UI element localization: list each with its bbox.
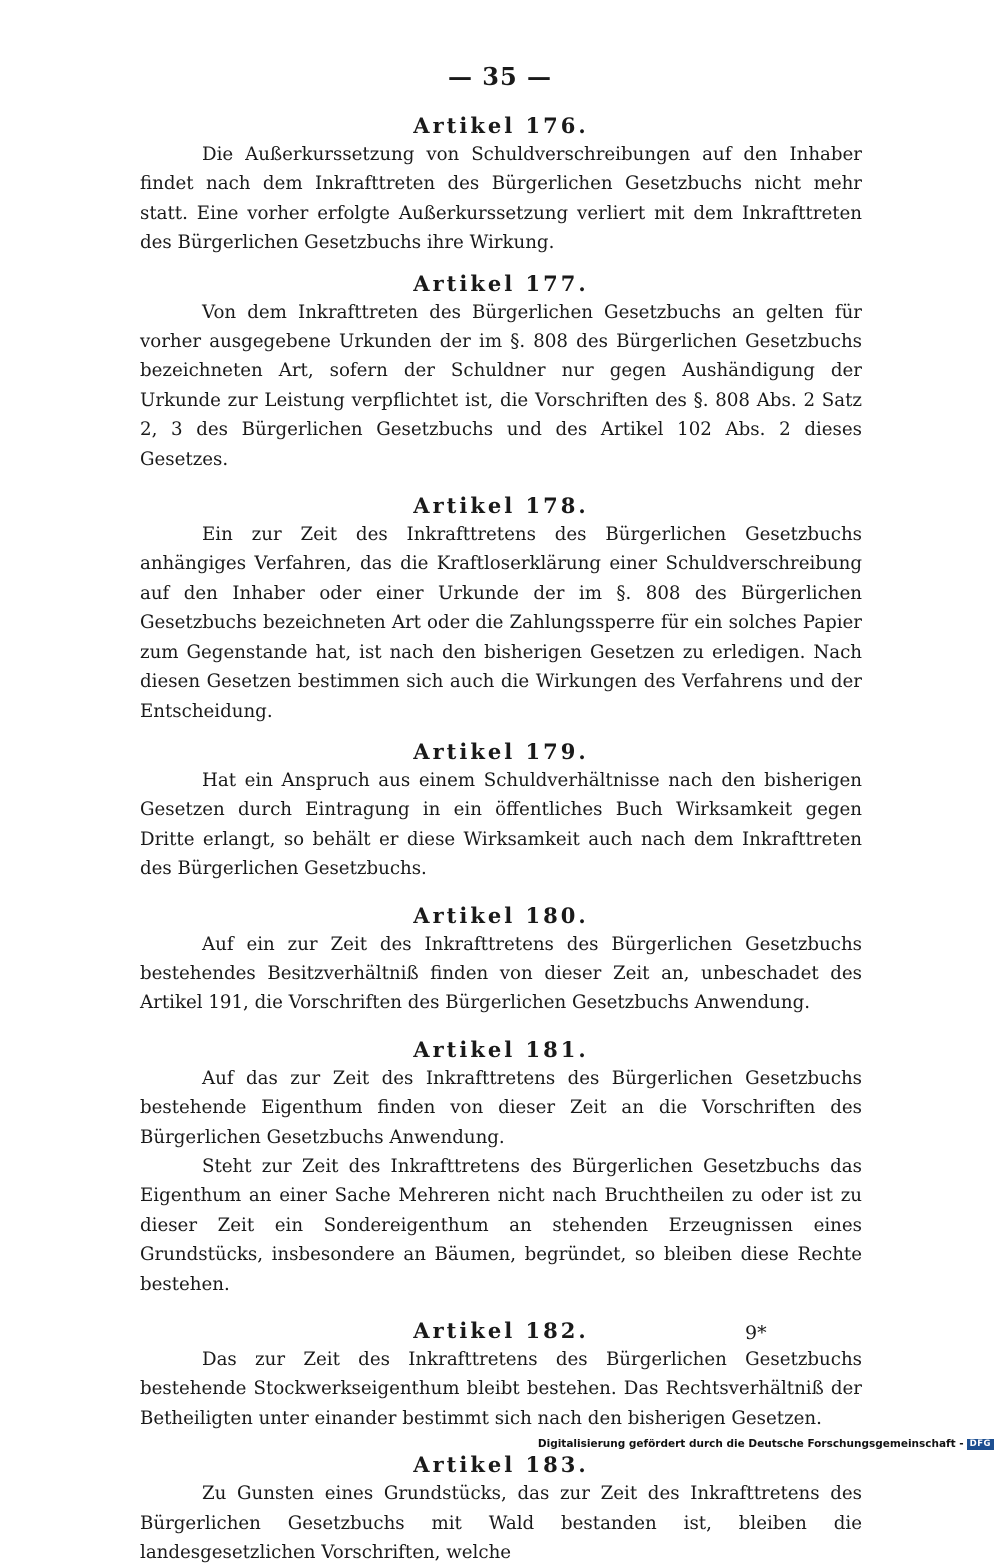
signature-mark: 9* [745,1322,767,1344]
article-heading: Artikel 176. [413,113,589,138]
article-paragraph: Auf das zur Zeit des Inkrafttretens des Bürgerlichen Gesetzbuchs bestehende Eigenthum finden von dieser Zeit an die Vorschriften des Bürgerlichen Gesetzbuchs Anwendung. [140,1067,862,1148]
article-paragraph: Auf ein zur Zeit des Inkrafttretens des Bürgerlichen Gesetzbuchs bestehendes Besitzverhältniß finden von dieser Zeit an, unbeschadet des Artikel 191, die Vorschriften des Bürgerlichen Gesetzbuchs Anwendung. [140,933,862,1014]
article-179 [140,734,862,884]
article-heading: Artikel 183. [413,1452,589,1478]
article-heading: Artikel 179. [413,738,589,764]
article-heading: Artikel 180. [413,902,589,928]
article-paragraph: Von dem Inkrafttreten des Bürgerlichen Gesetzbuchs an gelten für vorher ausgegebene Urkunden der im §. 808 des Bürgerlichen Gesetzbuchs bezeichneten Art, sofern der Schuldner nur gegen Aushändigung der Urkunde zur Leistung verpflichtet ist, die Vorschriften des §. 808 Abs. 2 Satz 2, 3 des Bürgerlichen Gesetzbuchs und des Artikel 102 Abs. 2 dieses Gesetzes. [140,301,862,470]
article-180 [140,898,862,1018]
article-paragraph: Hat ein Anspruch aus einem Schuldverhältnisse nach den bisherigen Gesetzen durch Eintragung in ein öffentliches Buch Wirksamkeit gegen Dritte erlangt, so behält er diese Wirksamkeit auch nach dem Inkrafttreten des Bürgerlichen Gesetzbuchs. [140,769,862,880]
footer-text: Digitalisierung gefördert durch die Deutsche Forschungsgemeinschaft - [537,1438,964,1450]
digitization-footer [538,1438,994,1450]
page-body [140,108,862,1567]
page-number: — 35 — [447,62,553,91]
article-178 [140,488,862,726]
article-183 [140,1447,862,1567]
article-heading: Artikel 178. [413,493,589,519]
article-heading: Artikel 177. [413,270,589,296]
article-177 [140,266,862,474]
article-181 [140,1032,862,1299]
article-heading: Artikel 182. [413,1318,589,1343]
dfg-logo: DFG [967,1439,994,1450]
article-paragraph: Die Außerkurssetzung von Schuldverschreibungen auf den Inhaber findet nach dem Inkrafttreten des Bürgerlichen Gesetzbuchs nicht mehr statt. Eine vorher erfolgte Außerkurssetzung verliert mit dem Inkrafttreten des Bürgerlichen Gesetzbuchs ihre Wirkung. [140,144,862,254]
article-176 [140,108,862,258]
article-paragraph: Ein zur Zeit des Inkrafttretens des Bürgerlichen Gesetzbuchs anhängiges Verfahren, das die Kraftloserklärung einer Schuldverschreibung auf den Inhaber oder einer Urkunde der im §. 808 des Bürgerlichen Gesetzbuchs bezeichneten Art oder die Zahlungssperre für ein solches Papier zum Gegenstande hat, ist nach den bisherigen Gesetzen zu erledigen. Nach diesen Gesetzen bestimmen sich auch die Wirkungen des Verfahrens und der Entscheidung. [140,524,862,722]
article-heading: Artikel 181. [413,1036,589,1062]
article-paragraph: Zu Gunsten eines Grundstücks, das zur Zeit des Inkrafttretens des Bürgerlichen Gesetzbuchs mit Wald bestanden ist, bleiben die landesgesetzlichen Vorschriften, welche [140,1483,862,1564]
article-paragraph: Das zur Zeit des Inkrafttretens des Bürgerlichen Gesetzbuchs bestehende Stockwerkseigenthum bleibt bestehen. Das Rechtsverhältniß der Betheiligten unter einander bestimmt sich nach den bisherigen Gesetzen. [140,1349,862,1429]
article-paragraph: Steht zur Zeit des Inkrafttretens des Bürgerlichen Gesetzbuchs das Eigenthum an einer Sache Mehreren nicht nach Bruchtheilen zu oder ist zu dieser Zeit ein Sondereigenthum an stehenden Erzeugnissen eines Grundstücks, insbesondere an Bäumen, begründet, so bleiben diese Rechte bestehen. [140,1155,862,1295]
